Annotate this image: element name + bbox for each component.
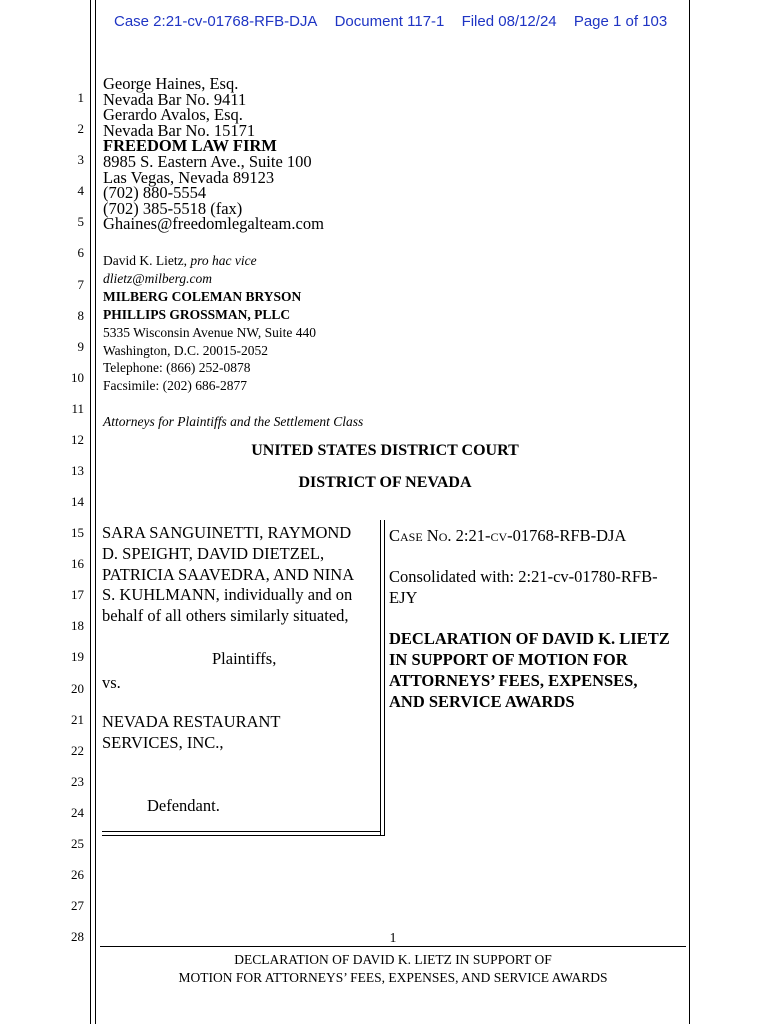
left-margin-rule <box>90 0 91 1024</box>
document-number-stamp: Document 117-1 <box>334 13 445 30</box>
line-number: 22 <box>71 743 84 758</box>
counsel-block-freedom-law <box>103 76 324 232</box>
line-number: 20 <box>71 681 84 696</box>
line-number: 10 <box>71 370 84 385</box>
case-no-part: 2:21- <box>451 526 491 545</box>
footer-line: MOTION FOR ATTORNEYS’ FEES, EXPENSES, AND SERVICE AWARDS <box>178 970 608 985</box>
attorney-name: Gerardo Avalos, Esq. <box>103 105 243 125</box>
title-line: DECLARATION OF DAVID K. LIETZ <box>389 629 670 648</box>
line-number: 5 <box>77 214 84 229</box>
line-number: 15 <box>71 525 84 540</box>
line-number: 28 <box>71 929 84 944</box>
line-number: 6 <box>77 245 84 260</box>
bar-number: Nevada Bar No. 15171 <box>103 120 256 140</box>
case-no-prefix: Case No. <box>389 526 452 545</box>
line-number: 9 <box>77 339 84 354</box>
line-number: 21 <box>71 712 84 727</box>
case-no-rest: -01768-RFB-DJA <box>507 526 627 545</box>
plaintiffs-line: D. SPEIGHT, DAVID DIETZEL, <box>102 543 325 563</box>
email: dlietz@milberg.com <box>103 270 213 286</box>
defendant-name <box>102 712 281 754</box>
caption-parties <box>102 523 354 627</box>
firm-name-line-2: PHILLIPS GROSSMAN, PLLC <box>103 306 291 322</box>
line-number: 24 <box>71 805 84 820</box>
line-number: 19 <box>71 649 84 664</box>
page-count-stamp: Page 1 of 103 <box>573 13 668 30</box>
defendant-line: NEVADA RESTAURANT <box>102 712 281 731</box>
document-title <box>389 628 670 712</box>
line-number: 26 <box>71 867 84 882</box>
versus-label: vs. <box>102 673 121 692</box>
case-number <box>389 526 626 546</box>
phone: Telephone: (866) 252-0878 <box>103 360 251 376</box>
footer-line: DECLARATION OF DAVID K. LIETZ IN SUPPORT OF <box>234 952 552 967</box>
fax: (702) 385-5518 (fax) <box>103 198 243 218</box>
attorney-name: George Haines, Esq. <box>103 74 239 93</box>
plaintiffs-line: S. KUHLMANN, individually and on <box>102 585 353 605</box>
plaintiffs-label: Plaintiffs, <box>212 649 277 668</box>
right-margin-rule <box>689 0 690 1024</box>
caption-bottom-rule <box>102 831 381 832</box>
line-number: 8 <box>77 308 84 323</box>
counsel-block-milberg <box>103 252 363 431</box>
caption-bottom-rule-inner <box>102 835 385 836</box>
caption-divider-inner <box>384 520 385 836</box>
plaintiffs-line: behalf of all others similarly situated, <box>102 606 349 626</box>
plaintiffs-line: PATRICIA SAAVEDRA, AND NINA <box>102 564 355 584</box>
line-number: 13 <box>71 463 84 478</box>
line-number: 18 <box>71 618 84 633</box>
consolidated-with <box>389 567 658 609</box>
case-number-stamp: Case 2:21-cv-01768-RFB-DJA <box>114 13 318 30</box>
filing-header-stamp <box>114 13 680 30</box>
title-line: AND SERVICE AWARDS <box>389 692 575 711</box>
line-number: 11 <box>71 401 84 416</box>
bar-number: Nevada Bar No. 9411 <box>103 89 247 109</box>
phone: (702) 880-5554 <box>103 183 207 203</box>
defendant-line: SERVICES, INC., <box>102 732 224 752</box>
defendant-label: Defendant. <box>147 796 220 815</box>
page-number: 1 <box>389 930 397 945</box>
attorneys-for: Attorneys for Plaintiffs and the Settlement Class <box>103 414 364 430</box>
pro-hac-vice-label: pro hac vice <box>190 253 257 268</box>
court-name: UNITED STATES DISTRICT COURT <box>251 442 519 459</box>
left-margin-rule-inner <box>95 0 96 1024</box>
firm-name: FREEDOM LAW FIRM <box>103 136 277 156</box>
line-number: 27 <box>71 898 84 913</box>
line-number: 7 <box>77 277 84 292</box>
firm-name-line-1: MILBERG COLEMAN BRYSON <box>103 288 302 304</box>
street-address: 5335 Wisconsin Avenue NW, Suite 440 <box>103 324 316 340</box>
line-number: 25 <box>71 836 84 851</box>
line-number: 1 <box>77 90 84 105</box>
line-number: 14 <box>71 494 84 509</box>
case-no-cv: cv <box>490 526 508 545</box>
city-state-zip: Washington, D.C. 20015-2052 <box>103 342 269 358</box>
city-state-zip: Las Vegas, Nevada 89123 <box>103 167 275 187</box>
line-number: 3 <box>77 152 84 167</box>
caption-divider <box>380 520 381 836</box>
filed-date-stamp: Filed 08/12/24 <box>461 13 557 30</box>
attorney-name: David K. Lietz, <box>103 253 191 268</box>
title-line: ATTORNEYS’ FEES, EXPENSES, <box>389 671 638 690</box>
street-address: 8985 S. Eastern Ave., Suite 100 <box>103 151 312 171</box>
fax: Facsimile: (202) 686-2877 <box>103 378 247 394</box>
plaintiffs-line: SARA SANGUINETTI, RAYMOND <box>102 523 352 542</box>
line-number: 17 <box>71 587 84 602</box>
consolidated-line: EJY <box>389 587 418 607</box>
line-number: 4 <box>77 183 84 198</box>
consolidated-line: Consolidated with: 2:21-cv-01780-RFB- <box>389 567 658 586</box>
court-district: DISTRICT OF NEVADA <box>298 474 472 491</box>
attorney-name-line <box>103 252 363 270</box>
footer-title <box>100 951 686 987</box>
title-line: IN SUPPORT OF MOTION FOR <box>389 650 628 669</box>
email: Ghaines@freedomlegalteam.com <box>103 214 324 234</box>
line-number: 12 <box>71 432 84 447</box>
line-number: 16 <box>71 556 84 571</box>
footer-rule <box>100 946 686 947</box>
line-number: 23 <box>71 774 84 789</box>
line-number: 2 <box>77 121 84 136</box>
